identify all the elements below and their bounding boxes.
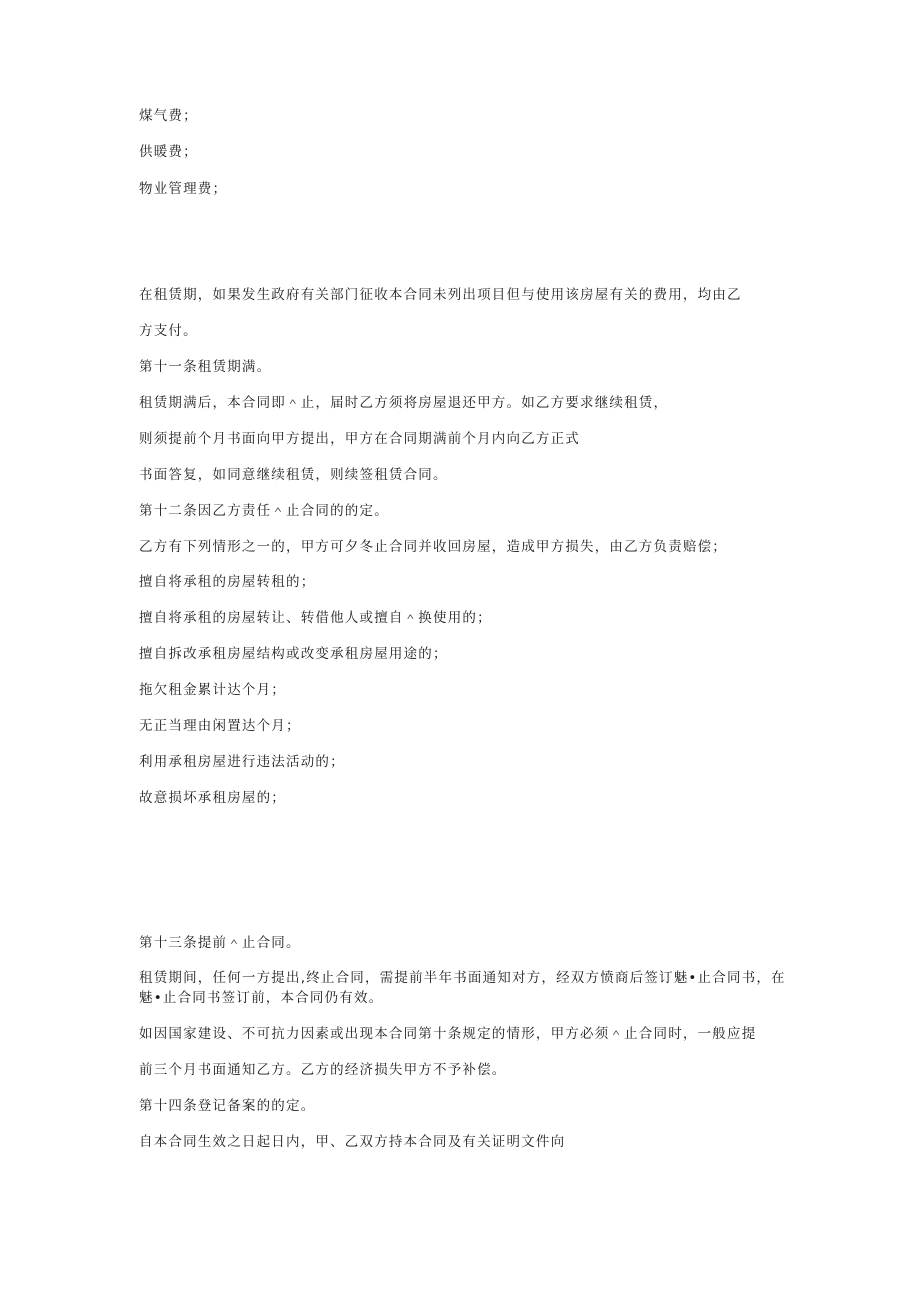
list-item: 利用承租房屋进行违法活动的； — [139, 754, 345, 770]
list-item: 故意损坏承租房屋的； — [139, 790, 286, 806]
text-line: 物业管理费； — [139, 181, 228, 197]
list-item: 拖欠租金累计达个月； — [139, 682, 286, 698]
text-paragraph: 租赁期间，任何一方提出,终止合同，需提前半年书面通知对方，经双方愤商后签订魅•止合同书，在魅•止合同书签订前，本合同仍有效。 — [139, 970, 786, 1006]
section-heading: 第十四条登记备案的的定。 — [139, 1098, 316, 1114]
section-heading: 第十一条租赁期满。 — [139, 359, 272, 375]
section-heading: 第十二条因乙方责任＾止合同的的定。 — [139, 503, 389, 519]
text-line: 方支付。 — [139, 323, 198, 339]
list-item: 无正当理由闲置达个月； — [139, 718, 301, 734]
list-item: 擅自将承租的房屋转让、转借他人或擅自＾换使用的； — [139, 610, 492, 626]
text-line: 则须提前个月书面向甲方提出，甲方在合同期满前个月内向乙方正式 — [139, 431, 580, 447]
text-line: 煤气费； — [139, 108, 198, 124]
text-line: 乙方有下列情形之一的，甲方可夕冬止合同并收回房屋，造成甲方损失，由乙方负责赔偿； — [139, 539, 727, 555]
list-item: 擅自将承租的房屋转租的； — [139, 574, 316, 590]
text-line: 如因国家建设、不可抗力因素或出现本合同第十条规定的情形，甲方必须＾止合同时，一般应提 — [139, 1026, 757, 1042]
text-line: 自本合同生效之日起日内，甲、乙双方持本合同及有关证明文件向 — [139, 1134, 566, 1150]
text-line: 在租赁期，如果发生政府有关部门征收本合同未列出项目但与使用该房屋有关的费用，均由乙 — [139, 287, 742, 303]
text-line: 供暖费； — [139, 144, 198, 160]
text-line: 前三个月书面通知乙方。乙方的经济损失甲方不予补偿。 — [139, 1062, 507, 1078]
list-item: 擅自拆改承租房屋结构或改变承租房屋用途的； — [139, 646, 448, 662]
text-line: 租赁期满后，本合同即＾止，届时乙方须将房屋退还甲方。如乙方要求继续租赁， — [139, 395, 669, 411]
text-line: 书面答复，如同意继续租赁，则续签租赁合同。 — [139, 467, 448, 483]
section-heading: 第十三条提前＾止合同。 — [139, 935, 301, 951]
